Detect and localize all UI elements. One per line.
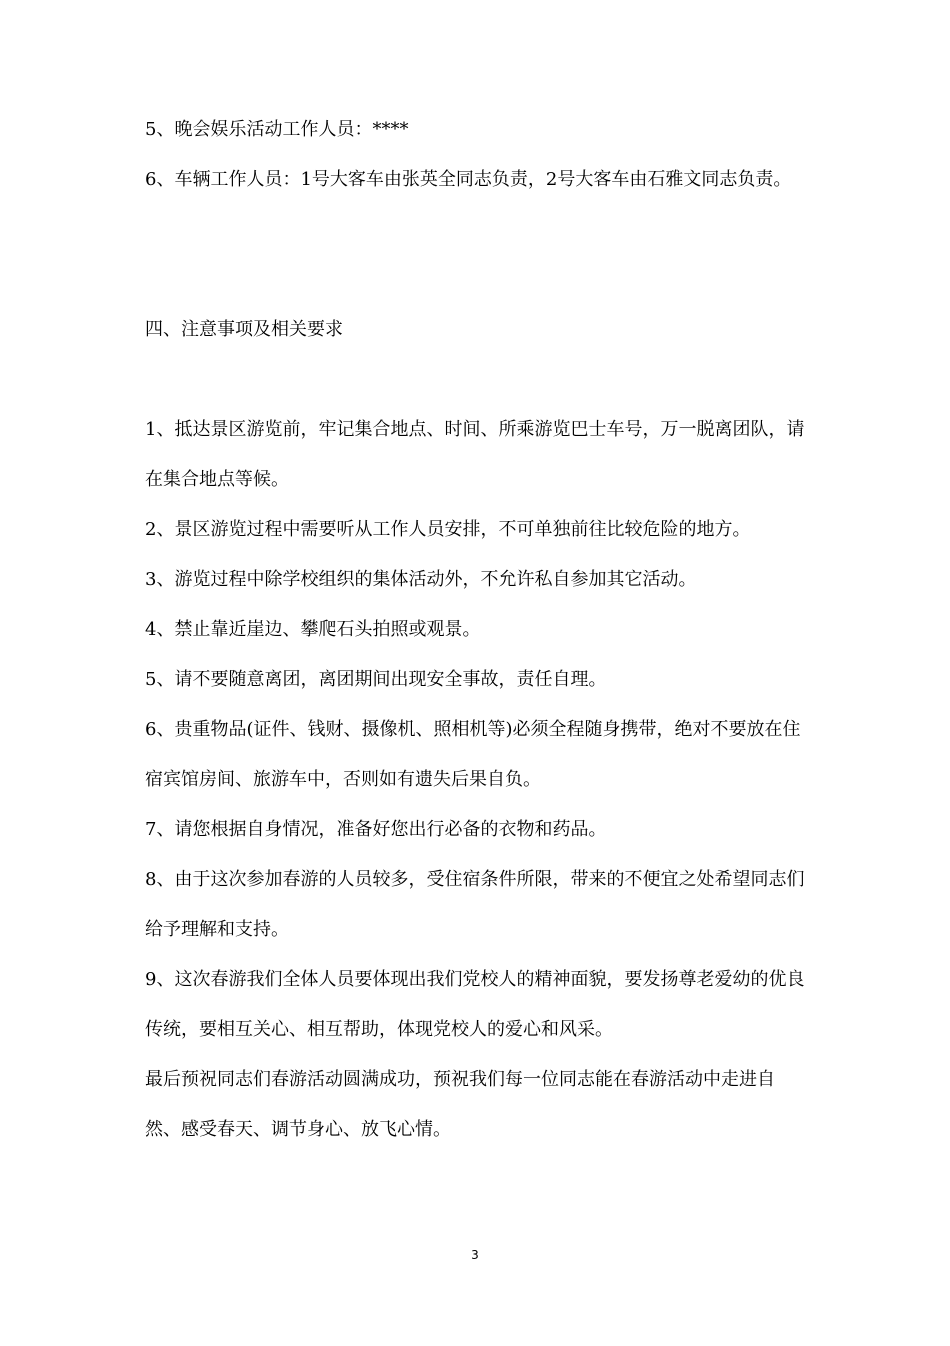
- paragraph-item-6-vehicles: 6、车辆工作人员：1号大客车由张英全同志负责，2号大客车由石雅文同志负责。: [145, 169, 792, 190]
- paragraph-rule-6: 6、贵重物品(证件、钱财、摄像机、照相机等)必须全程随身携带，绝对不要放在住宿宾馆房间、旅游车中，否则如有遗失后果自负。: [145, 719, 801, 790]
- paragraph-closing-wishes: 最后预祝同志们春游活动圆满成功，预祝我们每一位同志能在春游活动中走进自然、感受春天、调节身心、放飞心情。: [145, 1069, 775, 1140]
- paragraph-rule-9: 9、这次春游我们全体人员要体现出我们党校人的精神面貌，要发扬尊老爱幼的优良传统，要相互关心、相互帮助，体现党校人的爱心和风采。: [145, 969, 805, 1040]
- paragraph-rule-5: 5、请不要随意离团，离团期间出现安全事故，责任自理。: [145, 669, 607, 690]
- paragraph-rule-3: 3、游览过程中除学校组织的集体活动外，不允许私自参加其它活动。: [145, 569, 697, 590]
- paragraph-rule-7: 7、请您根据自身情况，准备好您出行必备的衣物和药品。: [145, 819, 607, 840]
- paragraph-rule-2: 2、景区游览过程中需要听从工作人员安排，不可单独前往比较危险的地方。: [145, 519, 751, 540]
- page-number: 3: [471, 1248, 479, 1262]
- paragraph-item-5-staff: 5、晚会娱乐活动工作人员：****: [145, 119, 409, 140]
- paragraph-rule-4: 4、禁止靠近崖边、攀爬石头拍照或观景。: [145, 619, 481, 640]
- paragraph-rule-8: 8、由于这次参加春游的人员较多，受住宿条件所限，带来的不便宜之处希望同志们给予理解和支持。: [145, 869, 805, 940]
- section-heading-precautions: 四、注意事项及相关要求: [145, 319, 343, 340]
- paragraph-rule-1: 1、抵达景区游览前，牢记集合地点、时间、所乘游览巴士车号，万一脱离团队，请在集合地点等候。: [145, 419, 805, 490]
